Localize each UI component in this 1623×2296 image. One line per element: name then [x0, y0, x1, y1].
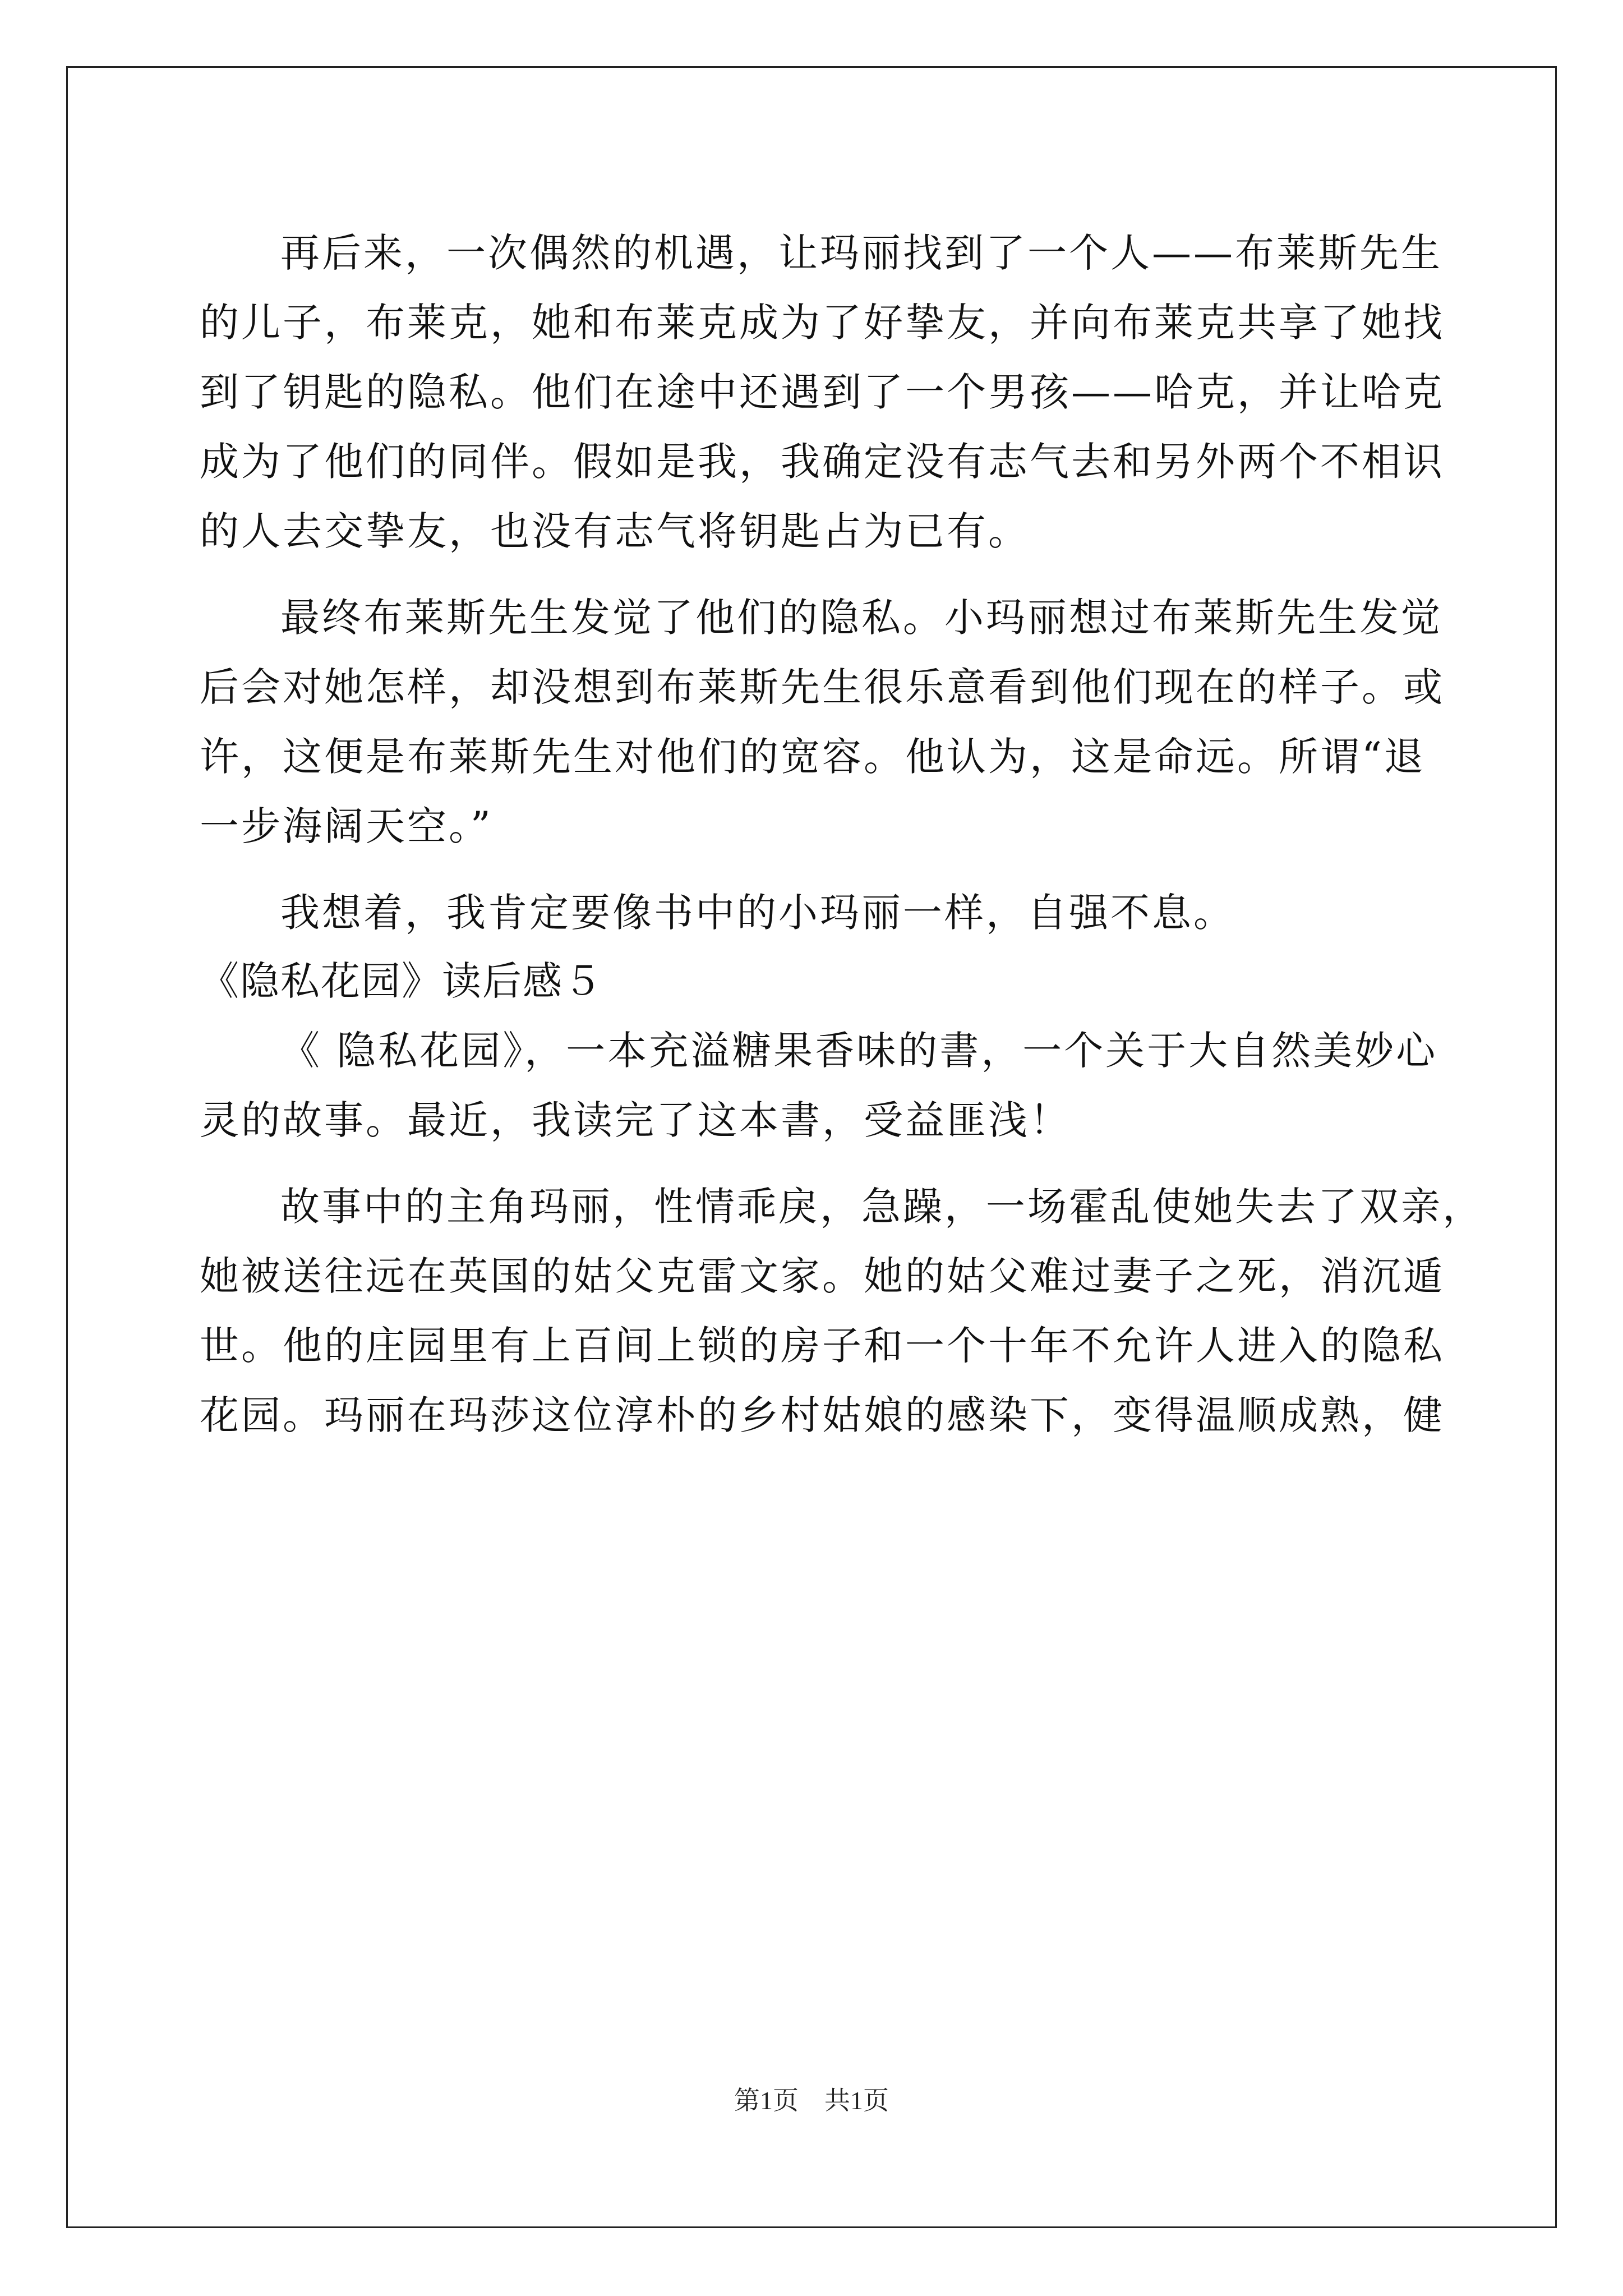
paragraph-1-line-4: 成为了他们的同伴。假如是我，我确定没有志气去和另外两个不相识 [200, 439, 1445, 485]
paragraph-1-line-5: 的人去交挚友，也没有志气将钥匙占为已有。 [200, 508, 1030, 554]
paragraph-2-line-2: 后会对她怎样，却没想到布莱斯先生很乐意看到他们现在的样子。或 [200, 664, 1445, 710]
paragraph-6-line-4: 花园。玛丽在玛莎这位淳朴的乡村姑娘的感染下，变得温顺成熟，健 [200, 1392, 1445, 1438]
paragraph-6-line-3: 世。他的庄园里有上百间上锁的房子和一个十年不允许人进入的隐私 [200, 1323, 1445, 1369]
paragraph-5-line-2: 灵的故事。最近，我读完了这本書，受益匪浅！ [200, 1097, 1071, 1143]
paragraph-1-line-3: 到了钥匙的隐私。他们在途中还遇到了一个男孩——哈克，并让哈克 [200, 369, 1445, 415]
paragraph-2-line-4: 一步海阔天空。” [200, 803, 493, 849]
page-number-footer: 第1页 共1页 [734, 2086, 889, 2115]
paragraph-3-line-1: 我想着，我肯定要像书中的小玛丽一样，自强不息。 [280, 890, 1235, 936]
paragraph-2-line-3: 许，这便是布莱斯先生对他们的宽容。他认为，这是命远。所谓“退 [200, 734, 1426, 780]
paragraph-2-line-1: 最终布莱斯先生发觉了他们的隐私。小玛丽想过布莱斯先生发觉 [280, 595, 1442, 641]
paragraph-1-line-1: 再后来，一次偶然的机遇，让玛丽找到了一个人——布莱斯先生 [280, 230, 1442, 276]
paragraph-6-line-1: 故事中的主角玛丽，性情乖戾，急躁，一场霍乱使她失去了双亲， [280, 1184, 1484, 1230]
paragraph-1-line-2: 的儿子，布莱克，她和布莱克成为了好挚友，并向布莱克共享了她找 [200, 300, 1445, 346]
paragraph-6-line-2: 她被送往远在英国的姑父克雷文家。她的姑父难过妻子之死，消沉遁 [200, 1253, 1445, 1299]
paragraph-5-line-1: 《 隐私花园》，一本充溢糖果香味的書，一个关于大自然美妙心 [280, 1028, 1438, 1074]
section-heading: 《隐私花园》读后感５ [200, 958, 603, 1004]
